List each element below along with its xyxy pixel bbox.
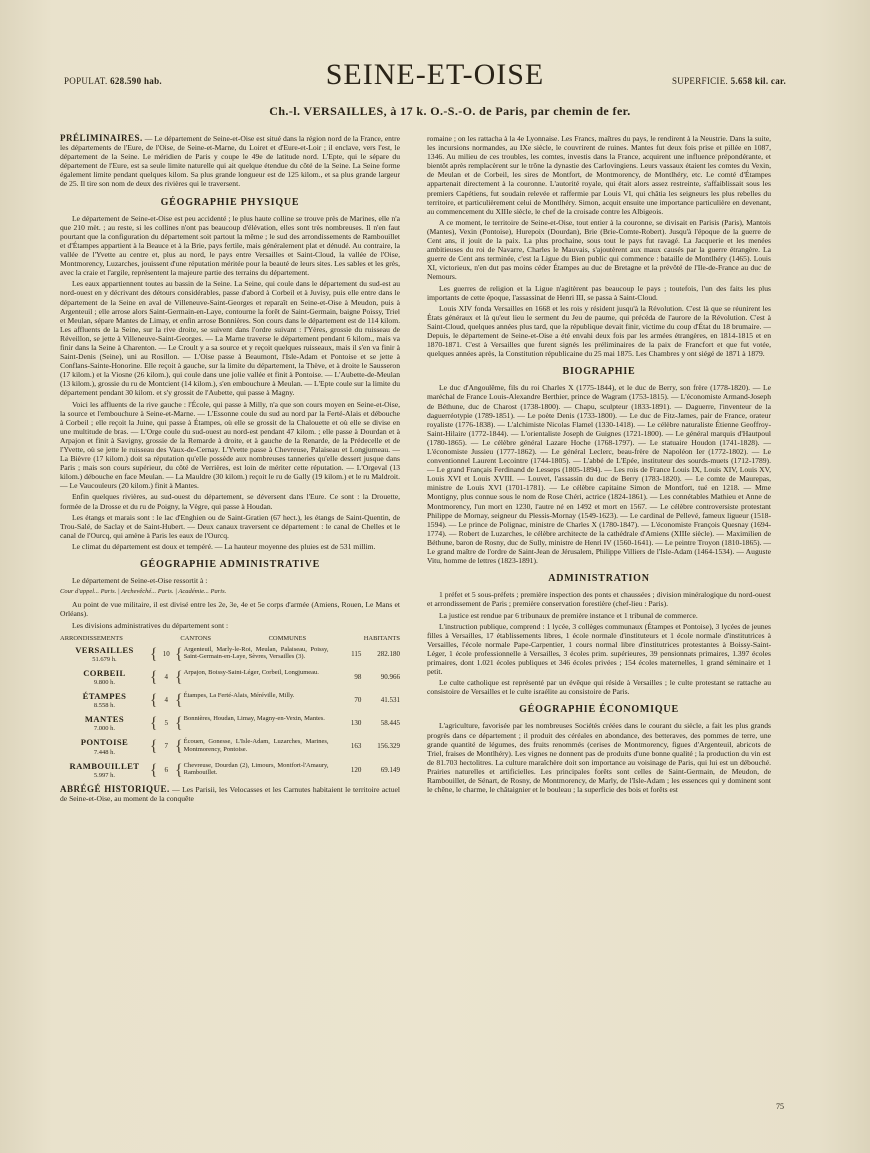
brace-glyph: { [174, 715, 183, 733]
arrondissement-habitants: 41.531 [380, 696, 400, 705]
arrondissement-cantons: 4 [164, 696, 168, 705]
physique-paragraph-2: Les eaux appartiennent toutes au bassin de la Seine. La Seine, qui coule dans le département du sud-est au nord-ouest en y décrivant des détours considérables, passe d'abord à Corbeil et à Juvisy, puis elle entre dans le département de la Seine en aval de Villeneuve-Saint-Georges et reparaît en Seine-et-Oise à Meudon, puis à Argenteuil ; elle arrose alors Saint-Germain-en-Laye, contourne la forêt de Saint-Germain, baigne Poissy, Triel et Meulan, sépare Mantes de Limay, et enfin arrose Bonnières. Son cours dans le département est de 114 kilom. Les affluents de la Seine, sur la rive droite, se suivent dans l'ordre suivant : l'Yères, grossie du ruisseau de Réveillon, se jette à Villeneuve-Saint-Georges. — La Marne traverse le département pendant 6 kilom., mais va finir dans la Seine à Charenton. — Le Croult y a sa source et y reçoit quelques ruisseaux, mais il s'en va finir à Saint-Denis (Seine), uni au Rosillon. — L'Oise passe à Beaumont, l'Isle-Adam et Pontoise et se jette à Conflans-Sainte-Honorine. Elle reçoit à gauche, sur la limite du département, la Thève, et à droite le Sausseron (17 kilom.) et la Viosne (26 kilom.), qui coule dans une jolie vallée et finit à Pontoise. — L'Aubette-de-Meulan (13 kilom.), grossie du ru de Montcient (14 kilom.), s'en embouchure à Meulan. — L'Epte coule sur la limite du département pendant 30 kilom. et s'y grossit de l'Aubette, qui passe à Magny. [60, 279, 400, 398]
arrondissement-cantons: 6 [164, 765, 168, 774]
arrondissement-communes: 163 [350, 742, 362, 751]
arrondissement-habitants: 156.329 [377, 742, 400, 751]
physique-paragraph-1: Le département de Seine-et-Oise est peu accidenté ; le plus haute colline se trouve près de Marines, elle n'a que 210 mèt. ; au reste, si les collines n'ont pas beaucoup d'élévation, elles sont très nombreuses. Il n'en faut pourtant que la configuration du département soit partout la même ; le sud des arrondissements de Rambouillet et d'Étampes appartient à la Beauce et à la Brie, pays fertile, mais généralement plat et dénudé. Au contraire, la vallée de l'Yvette au centre et, plus au nord, le pays entre Versailles et Saint-Cloud, la vallée de l'Oise, Montmorency, Luzarches, jouissent d'une réputation méritée pour la beauté de leurs sites. Les sables et les grès, avec la craie et l'argile, représentent la majeure partie des terrains du département. [60, 213, 400, 278]
arrondissement-name: MANTES [84, 714, 125, 725]
arrondissement-habitants: 69.149 [380, 765, 400, 774]
brace-glyph: { [174, 668, 183, 686]
arrondissement-name-cell [60, 646, 149, 664]
superficie-header [672, 76, 786, 86]
preliminaires-heading: PRÉLIMINAIRES. [60, 133, 143, 143]
header-cantons: CANTONS [180, 634, 211, 642]
brace-glyph: { [174, 645, 183, 663]
history-paragraph-1: romaine ; on les rattacha à la 4e Lyonnaise. Les Francs, maîtres du pays, le rendirent à la Neustrie. Dans la suite, les incursions normandes, au IXe siècle, le couvrirent de ruines. Mantes fut deux fois prise et pillée en 1087, 1346. Au milieu de ces troubles, les comtes, investis dans la France, acquirent une influence prépondérante, et bientôt après remplacèrent sur le trône la dynastie des Carlovingiens. Leurs vassaux étaient les comtes du Vexin, de Meulan et de Corbeil, les sires de Montfort, de Montmorency, de Montlhéry, etc. Le comté d'Étampes appartenait directement à la couronne. L'autorité royale, qui était alors assez restreinte, s'affaiblissait sous les premiers Capétiens, fut soudain relevée et raffermie par Louis VI, qui châtia les seigneurs les plus rebelles du territoire, et particulièrement celui de Montlhéry. Simon, acquit ensuite une importance particulière en devenant, au commencement du XIIIe siècle, le chef de la croisade contre les Albigeois. [427, 134, 771, 216]
administration-paragraph-3: L'instruction publique, comprend : 1 lycée, 3 collèges communaux (Étampes et Pontoise), 3 lycées de jeunes filles à Versailles, 17 établissements libres, 1 école normale d'instituteurs et 1 école normale d'institutrices à Versailles, l'école normale Pape-Carpentier, 1 cours normal libre d'institutrices protestantes à Boissy-Saint-Léger, 1 école professionnelle à Versailles, 3 écoles prim. supérieures, 39 pensionnats primaires, 1.397 écoles primaires, dont 1.021 écoles publiques et 346 écoles privées ; 154 écoles maternelles, 1 grand séminaire et 1 petit. [427, 621, 771, 677]
administration-paragraph-1: 1 préfet et 5 sous-préfets ; première inspection des ponts et chaussées ; division minéralogique du nord-ouest et arrondissement de Paris ; première conservation forestière (chef-lieu : Paris). [427, 590, 771, 609]
header-communes: COMMUNES [268, 634, 307, 642]
arrondissement-name-cell [60, 715, 149, 733]
arrondissement-name: PONTOISE [80, 737, 129, 748]
administration-heading: ADMINISTRATION [548, 573, 650, 585]
admin-paragraph-1: Le département de Seine-et-Oise ressortit à : [72, 576, 208, 586]
geographie-physique-heading: GÉOGRAPHIE PHYSIQUE [160, 196, 300, 208]
history-paragraph-2: A ce moment, le territoire de Seine-et-Oise, tout entier à la couronne, se divisait en Parisis (Paris), Mantois (Mantes), Vexin (Pontoise), Hurepoix (Dourdan), Brie (Brie-Comte-Robert). Jusqu'à l'époque de la guerre de Cent ans, il jouit de la paix. La plus prochaine, sous tout le pays fut ravagé. La Jacquerie et les menées ambitieuses du roi de Navarre, Charles le Mauvais, s'ajoutèrent aux maux causés par la guerre étrangère. La guerre de Cent ans terminée, c'est la Ligue du Bien public qui commence : bataille de Montlhéry (1465). Louis XI, victorieux, n'en dut pas moins céder Étampes au duc de Bretagne et la prévôté de l'Ile-de-France au duc de Nemours. [427, 217, 771, 282]
brace-glyph: { [149, 738, 158, 756]
superficie-label: SUPERFICIE. [672, 76, 729, 86]
administration-paragraph-4: Le culte catholique est représenté par un évêque qui réside à Versailles ; le culte protestant se rattache au consistoire de Versailles et le culte israélite au consistoire de Paris. [427, 678, 771, 697]
header-arrondissements: ARRONDISSEMENTS [60, 634, 123, 642]
arrondissement-chef-lieu-population: 7.000 h. [93, 725, 115, 733]
arrondissement-communes: 98 [354, 672, 362, 681]
arrondissement-chef-lieu-population: 8.558 h. [93, 702, 115, 710]
arrondissement-name-cell [60, 738, 149, 756]
economique-paragraph-1: L'agriculture, favorisée par les nombreuses Sociétés créées dans le courant du siècle, a fait les plus grands progrès dans ce département ; il produit des céréales en abondance, des betteraves, des pommes de terre, une grande quantité de légumes, des fruits renommés (cerises de Montmorency, figues d'Argenteuil, abricots de Triel, fraises de Montlhéry). Les vignes ne donnent pas de produits d'une bonne qualité ; la production du vin est de 81.703 hectolitres. La culture maraîchère doit son importance au voisinage de Paris, qui lui est un débouché. Prairies naturelles et artificielles. Les principales forêts sont celles de Saint-Germain, de Meudon, de Rambouillet, de Sénart, de Rosny, de Montmorency, de Marly, de l'Isle-Adam ; les essences qui y dominent sont le chêne, le charme, le châtaignier et le bouleau ; la superficie des bois et forêts est [427, 721, 771, 795]
arrondissement-name: CORBEIL [83, 667, 126, 678]
arrondissement-chef-lieu-population: 51.679 h. [92, 655, 117, 663]
physique-paragraph-3: Voici les affluents de la rive gauche : l'École, qui passe à Milly, n'a que son cours moyen en Seine-et-Oise, la source et l'embouchure à Seine-et-Marne. — L'Essonne coule du sud au nord par la Ferté-Alais et débouche à Corbeil ; elle reçoit la Juine, qui passe à Étampes, où elle se grossit de la Chalouette et où elle se divise en une multitude de bras. — L'Orge coule du sud-ouest au nord-est pendant 47 kilom. ; elle passe à Dourdan et à Arpajon et finit à Savigny, grossie de la Remarde à droite, et à gauche de la Renarde, de la Prédecelle et de l'Yvette, où se jette le ruisseau des Vaux-de-Cernay. L'Yvette passe à Chevreuse, Palaiseau et Longjumeau. — La Bièvre (17 kilom.) doit sa réputation qu'elle possède aux nombreuses tanneries qu'elle dessert jusque dans Paris ; mais son cours supérieur, du côté de Verrières, est loin de mériter cette réputation. — L'Orgeval (13 kilom.) débouche en face Meulan. — La Mauldre (30 kilom.) reçoit le ru de Gally (19 kilom.) et le ru Maldroit. — Le Vaucouleurs (20 kilom.) finit à Mantes. [60, 399, 400, 491]
arrondissement-habitants: 58.445 [380, 719, 400, 728]
header-habitants: HABITANTS [363, 634, 400, 642]
page-title: SEINE-ET-OISE [325, 58, 545, 91]
physique-paragraph-4: Enfin quelques rivières, au sud-ouest du département, se déversent dans l'Eure. Ce sont : la Drouette, formée de la Drosse et du ru de Poigny, la Vègre, qui passe à Houdan. [60, 492, 400, 511]
brace-glyph: { [174, 692, 183, 710]
arrondissement-canton-list: Bonnières, Houdan, Limay, Magny-en-Vexin, Mantes. [183, 715, 325, 723]
arrondissement-chef-lieu-population: 5.997 h. [93, 771, 115, 779]
history-paragraph-4: Louis XIV fonda Versailles en 1668 et les rois y résident jusqu'à la Révolution. C'est là que se réunirent les États généraux et là qu'eut lieu le serment du Jeu de paume, qui précéda de l'aurore de la Révolution. C'est à Saint-Cloud, quelques années plus tard, que la république devait finir, victime du coup d'État du 18 brumaire. — Depuis, le département de Seine-et-Oise a été envahi deux fois par les armées étrangères, en 1814-1815 et en 1870-1871. C'est à Versailles que furent signés les préliminaires de la paix de Francfort et que fut votée, quelques années après, la Constitution républicaine du 25 mai 1875. Les Chambres y ont siégé de 1871 à 1879. [427, 303, 771, 359]
abrege-paragraph [60, 785, 400, 803]
geographie-economique-heading: GÉOGRAPHIE ÉCONOMIQUE [519, 704, 679, 716]
admin-paragraph-3: Les divisions administratives du département sont : [72, 620, 229, 630]
arrondissement-row [60, 692, 400, 710]
brace-glyph: { [149, 692, 158, 710]
administration-paragraph-2: La justice est rendue par 6 tribunaux de première instance et 1 tribunal de commerce. [439, 610, 698, 620]
admin-cour-line: Cour d'appel... Paris. | Archevêché... Paris. | Académie... Paris. [60, 588, 227, 596]
abrege-heading: ABRÉGÉ HISTORIQUE. [60, 783, 170, 794]
arrondissement-cantons: 7 [164, 742, 168, 751]
arrondissement-name-cell [60, 669, 149, 687]
arrondissement-canton-list: Arpajon, Boissy-Saint-Léger, Corbeil, Longjumeau. [183, 668, 319, 676]
abrege-text: — Les Parisii, les Velocasses et les Carnutes habitaient le territoire actuel de Seine-et-Oise, au moment de la conquête [60, 784, 400, 803]
arrondissement-canton-list: Chevreuse, Dourdan (2), Limours, Montfort-l'Amaury, Rambouillet. [183, 761, 329, 777]
arrondissements-table [60, 646, 400, 780]
arrondissement-cantons: 5 [164, 719, 168, 728]
arrondissement-name-cell [60, 762, 149, 780]
brace-glyph: { [149, 668, 158, 686]
history-paragraph-3: Les guerres de religion et la Ligue n'agitèrent pas beaucoup le pays ; toutefois, l'un des faits les plus importants de cette époque, l'assassinat de Henri III, se passa à Saint-Cloud. [427, 283, 771, 302]
arrondissement-row [60, 669, 400, 687]
arrondissement-habitants: 90.966 [380, 672, 400, 681]
arrondissements-table-header [60, 634, 400, 643]
arrondissement-cantons: 10 [162, 649, 170, 658]
arrondissement-cantons: 4 [164, 672, 168, 681]
population-label: POPULAT. [64, 76, 108, 86]
brace-glyph: { [174, 761, 183, 779]
arrondissement-canton-list: Écouen, Gonesse, L'Isle-Adam, Luzarches, Marines, Montmorency, Pontoise. [183, 738, 329, 754]
left-column [60, 134, 400, 805]
arrondissement-communes: 120 [350, 765, 362, 774]
population-value: 628.590 hab. [110, 76, 162, 86]
arrondissement-row [60, 715, 400, 733]
physique-paragraph-5: Les étangs et marais sont : le lac d'Enghien ou de Saint-Gratien (67 hect.), les étangs de Saint-Quentin, de Trou-Salé, de Saclay et de Saint-Hubert. — Deux canaux traversent ce département : le canal de Chelles et le canal de l'Ourcq, qui amène à Paris les eaux de l'Ourcq. [60, 512, 400, 540]
arrondissement-name: VERSAILLES [75, 644, 134, 655]
biographie-paragraph: Le duc d'Angoulême, fils du roi Charles X (1775-1844), et le duc de Berry, son frère (1778-1820). — Le maréchal de France Louis-Alexandre Berthier, prince de Wagram (1753-1815). — L'économiste Armand-Joseph de Béthune, duc de Charost (1738-1800). — Chapu, sculpteur (1833-1891). — Daguerre, l'inventeur de la daguerréotypie (1789-1851). — Le poète Denis (1733-1800). — Le duc de Fitz-James, pair de France, orateur royaliste (1776-1838). — L'alchimiste Nicolas Flamel (1330-1418). — Le célèbre naturaliste Étienne Geoffroy-Saint-Hilaire (1772-1844). — L'orientaliste Joseph de Guignes (1721-1800). — Le général marquis d'Hautpoul (1780-1865). — Le célèbre général Lazare Hoche (1768-1797). — Le statuaire Houdon (1741-1828). — L'économiste Jussieu (1777-1862). — Le général Leclerc, beau-frère de Napoléon Ier (1772-1802). — Le conventionnel Laurent Lecointre (1744-1805). — L'abbé de L'Epée, instituteur des sourds-muets (1712-1789). — Le grand Français Ferdinand de Lesseps (1805-1894). — Les rois de France Louis IX, Louis XIV, Louis XV, Louis XVI et Louis XVIII. — Louvet, l'assassin du duc de Berry (1783-1820). — Le comte de Maurepas, ministre de Louis XVI (1701-1781). — Le célèbre capitaine Simon de Montfort, tué en 1218. — Mme Montigny, plus connue sous le nom de Rose Chéri, actrice (1824-1861). — Les connétables Mathieu et Anne de Montmorency, l'un mort en 1230, l'autre né en 1492 et mort en 1567. — Le célèbre controversiste protestant Philippe de Mornay, seigneur du Plessis-Mornay (1549-1623). — Le cardinal de Pellevé, fameux ligueur (1518-1594). — Le prince de Polignac, ministre de Charles X (1780-1847). — L'économiste François Quesnay (1694-1774). — Robert de Luzarches, le célèbre architecte de la cathédrale d'Amiens (XIIIe siècle). — Maximilien de Béthune, baron de Rosny, duc de Sully, ministre de Henri IV (1560-1641). — Le peintre Troyon (1810-1865). — Le grand maître de l'ordre de Saint-Jean de Jérusalem, Philippe Villiers de l'Isle-Adam (1464-1534). — Auguste Vitu, homme de lettres (1823-1891). [427, 383, 771, 566]
arrondissement-communes: 115 [351, 649, 362, 658]
brace-glyph: { [149, 761, 158, 779]
admin-paragraph-2: Au point de vue militaire, il est divisé entre les 2e, 3e, 4e et 5e corps d'armée (Amiens, Rouen, Le Mans et Orléans). [60, 600, 400, 619]
page-subtitle: Ch.-l. VERSAILLES, à 17 k. O.-S.-O. de Paris, par chemin de fer. [269, 104, 631, 118]
arrondissement-chef-lieu-population: 9.800 h. [93, 678, 115, 686]
right-column [427, 134, 771, 796]
brace-glyph: { [149, 715, 158, 733]
brace-glyph: { [149, 645, 158, 663]
arrondissement-chef-lieu-population: 7.448 h. [93, 748, 115, 756]
preliminaires-paragraph [60, 134, 400, 189]
arrondissement-canton-list: Argenteuil, Marly-le-Roi, Meulan, Palaiseau, Poissy, Saint-Germain-en-Laye, Sèvres, Versailles (3). [183, 645, 329, 661]
page-number: 75 [776, 1102, 784, 1111]
arrondissement-row [60, 738, 400, 756]
physique-paragraph-6: Le climat du département est doux et tempéré. — La hauteur moyenne des pluies est de 531 millim. [72, 541, 376, 551]
geographie-administrative-heading: GÉOGRAPHIE ADMINISTRATIVE [139, 559, 321, 571]
arrondissement-row [60, 762, 400, 780]
arrondissement-row [60, 646, 400, 664]
arrondissement-name: RAMBOUILLET [69, 760, 140, 771]
arrondissement-canton-list: Étampes, La Ferté-Alais, Méréville, Milly. [183, 692, 295, 700]
preliminaires-text: — Le département de Seine-et-Oise est situé dans la région nord de la France, entre les départements de l'Eure, de l'Oise, de Seine-et-Marne, du Loiret et d'Eure-et-Loir ; il enclave, vers l'est, le département de la Seine. Le méridien de Paris y coupe le 49e de latitude nord. L'Epte, qui le sépare du département de l'Eure, est sa seule limite naturelle qui ait quelque étendue du côté de la Seine. La Seine forme également limite pendant quelques kilom. Sa plus grande longueur est de 125 kilom., et sa plus grande largeur de 25. Il tire son nom de deux des rivières qui le traversent. [60, 134, 400, 189]
biographie-heading: BIOGRAPHIE [562, 366, 636, 378]
arrondissement-name: ÉTAMPES [82, 691, 127, 702]
arrondissement-communes: 130 [350, 719, 362, 728]
arrondissement-name-cell [60, 692, 149, 710]
superficie-value: 5.658 kil. car. [730, 76, 787, 86]
arrondissement-habitants: 282.180 [377, 649, 400, 658]
brace-glyph: { [174, 738, 183, 756]
arrondissement-communes: 70 [354, 696, 362, 705]
